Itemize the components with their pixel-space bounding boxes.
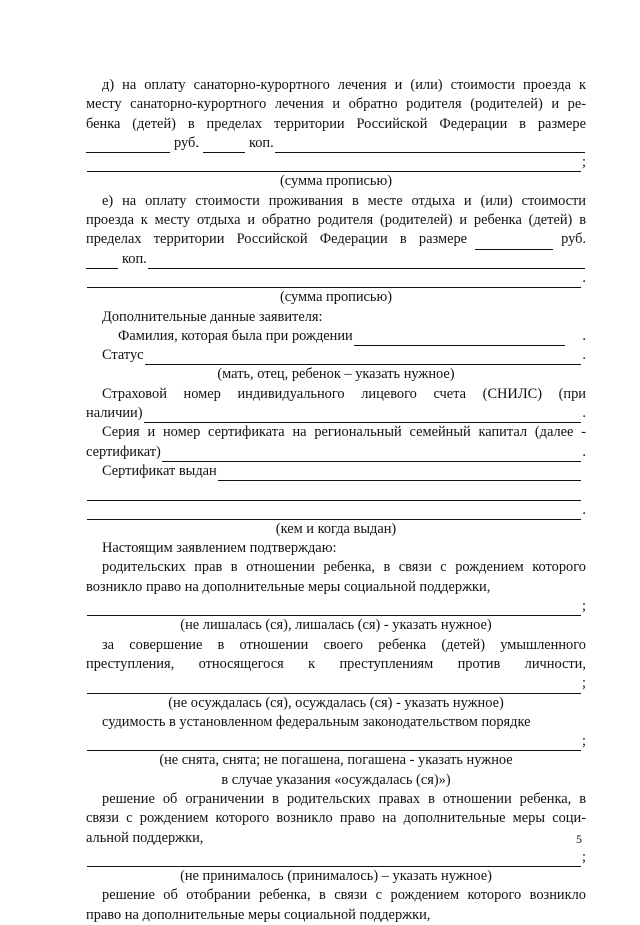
confirm-item1-row <box>86 597 586 616</box>
section-d-line1: д) на оплату санаторно-курортного лечения и (или) стоимости проезда к <box>102 77 586 93</box>
confirm-item5-line2: право на дополнительные меры социальной поддержки, <box>86 906 431 923</box>
line-end-mark: . <box>582 501 586 518</box>
surname-label: Фамилия, которая была при рождении <box>118 327 353 344</box>
issued-label: Сертификат выдан <box>102 462 217 479</box>
line-end-mark: ; <box>582 154 586 171</box>
snils-line1: Страховой номер индивидуального лицевого счета (СНИЛС) (при <box>102 385 586 402</box>
confirm-item2-row <box>86 674 586 693</box>
status-label: Статус <box>102 347 144 364</box>
kop-blank[interactable] <box>86 254 118 269</box>
document-page <box>86 76 586 925</box>
certificate-line1: Серия и номер сертификата на региональный семейный капитал (далее - <box>102 424 586 441</box>
section-d-line3: бенка (детей) в пределах территории Российской Федерации в размере <box>86 115 586 132</box>
confirm-item4-caption: (не принималось (принималось) – указать нужное) <box>180 868 492 885</box>
section-d-line2: месту санаторно-курортного лечения и обратно родителя (родителей) и ре- <box>86 96 586 113</box>
confirm-item1-caption: (не лишалась (ся), лишалась (ся) - указать нужное) <box>180 617 492 634</box>
issued-row <box>86 462 586 481</box>
section-e-line1: е) на оплату стоимости проживания в месте отдыха и (или) стоимости <box>102 192 586 209</box>
amount-fill-line[interactable] <box>148 254 585 269</box>
line-end-mark: ; <box>582 598 586 615</box>
sum-words-caption: (сумма прописью) <box>279 173 393 190</box>
line-end-mark: . <box>582 347 586 364</box>
additional-heading: Дополнительные данные заявителя: <box>102 308 323 325</box>
confirm-item2-field[interactable] <box>87 679 581 694</box>
line-end-mark: ; <box>582 848 586 865</box>
snils-label: наличии) <box>86 405 143 422</box>
line-end-mark: . <box>582 327 586 344</box>
line-end-mark: . <box>582 443 586 460</box>
confirm-item4-line2: связи с рождением которого возникло право на дополнительные меры соци- <box>86 810 586 827</box>
status-field[interactable] <box>145 350 582 365</box>
kop-blank[interactable] <box>203 138 245 153</box>
kop-label: коп. <box>122 250 147 267</box>
page-number: 5 <box>576 832 582 846</box>
confirm-item4-row <box>86 848 586 867</box>
certificate-row <box>86 443 586 462</box>
confirm-item2-caption: (не осуждалась (ся), осуждалась (ся) - указать нужное) <box>168 694 504 711</box>
confirm-item3-caption-1: (не снята, снята; не погашена, погашена - указать нужное <box>159 752 513 769</box>
confirm-item3-field[interactable] <box>87 736 581 751</box>
rub-label: руб. <box>174 134 199 151</box>
confirm-item4-field[interactable] <box>87 852 581 867</box>
amount-fill-line[interactable] <box>275 138 585 153</box>
issued-field[interactable] <box>218 466 582 481</box>
section-d-sum-row <box>86 153 586 172</box>
section-e-line3-row <box>86 230 586 249</box>
line-end-mark: . <box>582 405 586 422</box>
section-e-line2: проезда к месту отдыха и обратно родителя (родителей) и ребенка (детей) в <box>86 212 586 229</box>
confirm-item5-line1: решение об отобрании ребенка, в связи с рождением которого возникло <box>102 887 586 904</box>
sum-words-caption: (сумма прописью) <box>279 289 393 306</box>
rub-blank[interactable] <box>86 138 170 153</box>
confirm-item3-caption-2: в случае указания «осуждалась (ся)») <box>221 771 451 788</box>
kop-label: коп. <box>248 134 274 151</box>
surname-field[interactable] <box>354 331 566 346</box>
confirm-item4-line3: альной поддержки, <box>86 829 204 846</box>
issued-field-3[interactable] <box>87 505 581 520</box>
issued-caption: (кем и когда выдан) <box>275 520 397 537</box>
confirm-item4-line1: решение об ограничении в родительских правах в отношении ребенка, в <box>102 790 586 807</box>
confirm-item2-line1: за совершение в отношении своего ребенка (детей) умышленного <box>102 636 586 653</box>
certificate-label: сертификат) <box>86 443 161 460</box>
line-end-mark: ; <box>582 733 586 750</box>
rub-blank[interactable] <box>475 235 553 250</box>
confirm-item1-field[interactable] <box>87 601 581 616</box>
sum-words-line[interactable] <box>87 157 581 172</box>
issued-row-2 <box>86 481 586 500</box>
surname-row <box>86 327 586 346</box>
line-end-mark: ; <box>582 675 586 692</box>
status-caption: (мать, отец, ребенок – указать нужное) <box>217 366 455 383</box>
issued-row-3 <box>86 501 586 520</box>
line-end-mark: . <box>582 269 586 286</box>
section-e-kop-row <box>86 250 586 269</box>
certificate-field[interactable] <box>162 447 582 462</box>
status-row <box>86 346 586 365</box>
confirm-item3-line1: судимость в установленном федеральным законодательством порядке <box>102 713 531 730</box>
section-d-amount-row <box>86 134 586 153</box>
confirm-item1-line1: родительских прав в отношении ребенка, в связи с рождением которого <box>102 559 586 576</box>
issued-field-2[interactable] <box>87 486 581 501</box>
section-e-line3: пределах территории Российской Федерации в размере <box>86 231 468 248</box>
sum-words-line[interactable] <box>87 273 581 288</box>
confirm-heading: Настоящим заявлением подтверждаю: <box>102 540 337 557</box>
confirm-item3-row <box>86 732 586 751</box>
snils-row <box>86 404 586 423</box>
confirm-item1-line2: возникло право на дополнительные меры социальной поддержки, <box>86 578 491 595</box>
snils-field[interactable] <box>144 408 582 423</box>
confirm-item2-line2: преступления, относящегося к преступлениям против личности, <box>86 655 586 672</box>
rub-label: руб. <box>561 231 586 248</box>
section-e-sum-row <box>86 269 586 288</box>
